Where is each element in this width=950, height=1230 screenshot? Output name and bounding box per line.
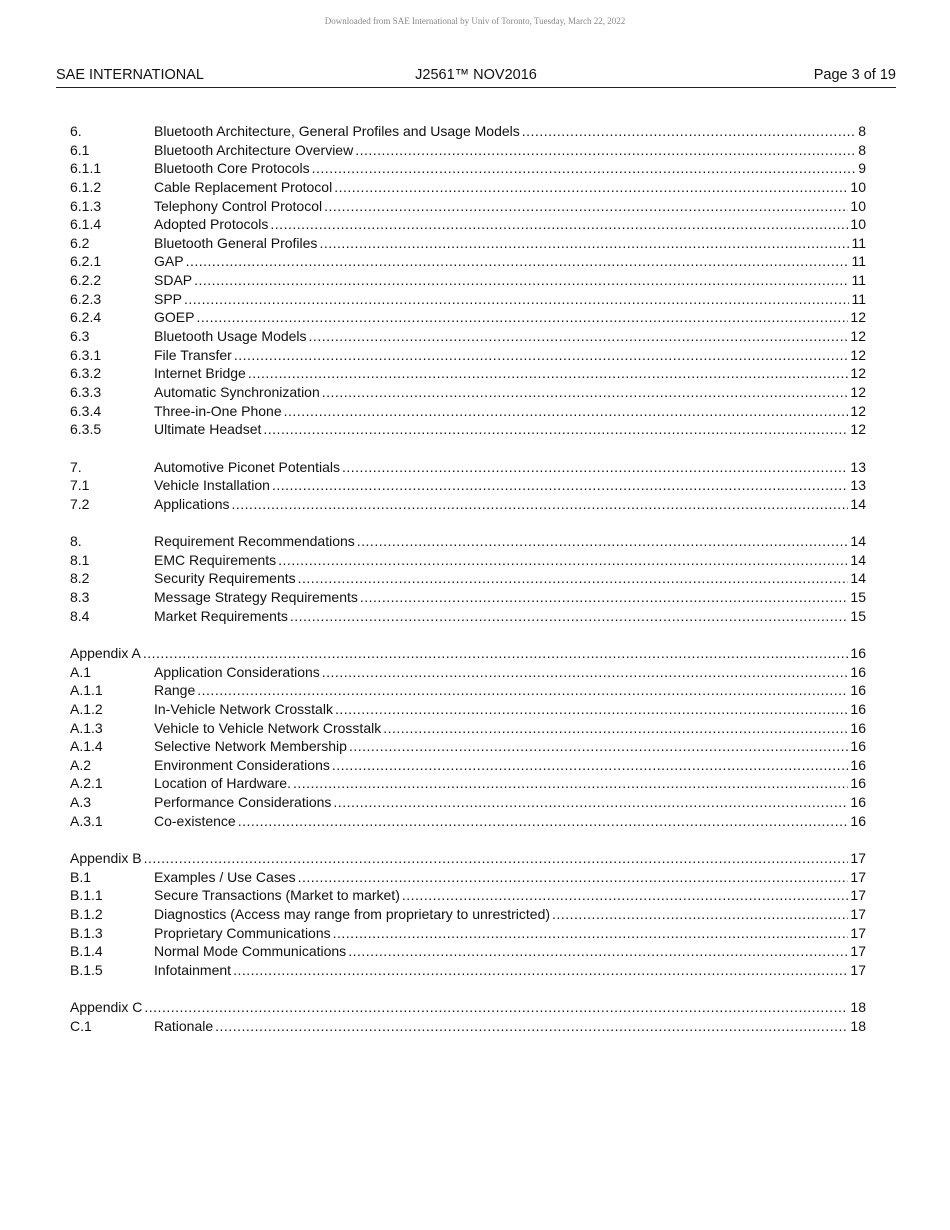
toc-section-title: GAP bbox=[154, 253, 184, 270]
toc-dot-leader bbox=[333, 924, 849, 943]
toc-entry[interactable] bbox=[70, 681, 866, 700]
toc-entry[interactable] bbox=[70, 756, 866, 775]
toc-section-number: 6.1.3 bbox=[70, 197, 102, 214]
toc-dot-leader bbox=[290, 607, 849, 626]
toc-page-number: 15 bbox=[850, 607, 866, 624]
toc-section-title: Ultimate Headset bbox=[154, 421, 262, 438]
toc-section-number: B.1.5 bbox=[70, 961, 103, 978]
toc-section-number: 6.3.5 bbox=[70, 421, 102, 438]
toc-section-number: A.1.1 bbox=[70, 682, 103, 699]
toc-entry[interactable] bbox=[70, 402, 866, 421]
toc-section-number: 6.1 bbox=[70, 141, 90, 158]
toc-page-number: 13 bbox=[850, 477, 866, 494]
toc-section-number: A.2 bbox=[70, 756, 92, 773]
toc-entry[interactable] bbox=[70, 961, 866, 980]
toc-section-title: Applications bbox=[154, 495, 230, 512]
toc-section-title: Market Requirements bbox=[154, 607, 288, 624]
toc-section-title: Bluetooth General Profiles bbox=[154, 234, 318, 251]
toc-dot-leader bbox=[233, 961, 848, 980]
toc-page-number: 16 bbox=[850, 719, 866, 736]
toc-section-title: Bluetooth Core Protocols bbox=[154, 160, 310, 177]
page-number: Page 3 of 19 bbox=[813, 67, 896, 83]
toc-page-number: 16 bbox=[850, 682, 866, 699]
toc-dot-leader bbox=[194, 271, 849, 290]
toc-dot-leader bbox=[383, 719, 848, 738]
toc-section-title: SDAP bbox=[154, 272, 193, 289]
toc-page-number: 17 bbox=[850, 924, 866, 941]
toc-section-number: 8.3 bbox=[70, 589, 90, 606]
toc-entry[interactable] bbox=[70, 495, 866, 514]
table-of-contents bbox=[70, 122, 866, 1035]
toc-dot-leader bbox=[144, 998, 848, 1017]
toc-page-number: 16 bbox=[850, 700, 866, 717]
toc-page-number: 14 bbox=[850, 533, 866, 550]
toc-page-number: 17 bbox=[850, 868, 866, 885]
toc-entry[interactable] bbox=[70, 215, 866, 234]
toc-page-number: 13 bbox=[850, 458, 866, 475]
toc-section-title: EMC Requirements bbox=[154, 551, 277, 568]
toc-section-title: Bluetooth Usage Models bbox=[154, 328, 307, 345]
toc-section-title: Examples / Use Cases bbox=[154, 868, 296, 885]
toc-entry[interactable] bbox=[70, 569, 866, 588]
toc-dot-leader bbox=[348, 942, 848, 961]
toc-dot-leader bbox=[335, 700, 848, 719]
toc-dot-leader bbox=[312, 159, 857, 178]
toc-entry[interactable] bbox=[70, 942, 866, 961]
toc-section-title: Normal Mode Communications bbox=[154, 943, 347, 960]
toc-section-number: C.1 bbox=[70, 1017, 92, 1034]
toc-page-number: 16 bbox=[850, 663, 866, 680]
toc-dot-leader bbox=[248, 364, 849, 383]
toc-page-number: 18 bbox=[850, 999, 866, 1016]
toc-page-number: 16 bbox=[850, 794, 866, 811]
toc-section-title: Cable Replacement Protocol bbox=[154, 178, 333, 195]
toc-page-number: 12 bbox=[850, 402, 866, 419]
toc-page-number: 17 bbox=[850, 849, 866, 866]
toc-section-number: B.1.4 bbox=[70, 943, 103, 960]
toc-page-number: 16 bbox=[850, 756, 866, 773]
toc-dot-leader bbox=[215, 1017, 848, 1036]
toc-dot-leader bbox=[334, 178, 848, 197]
toc-dot-leader bbox=[196, 308, 848, 327]
toc-entry[interactable] bbox=[70, 886, 866, 905]
toc-entry[interactable] bbox=[70, 737, 866, 756]
toc-dot-leader bbox=[272, 476, 848, 495]
toc-page-number: 11 bbox=[851, 290, 866, 307]
toc-entry[interactable] bbox=[70, 793, 866, 812]
toc-section-title: Appendix B bbox=[70, 849, 142, 866]
toc-entry[interactable] bbox=[70, 774, 866, 793]
toc-section-number: 6.1.1 bbox=[70, 160, 102, 177]
toc-dot-leader bbox=[552, 905, 848, 924]
toc-dot-leader bbox=[333, 793, 848, 812]
toc-section-number: B.1.1 bbox=[70, 887, 103, 904]
toc-entry[interactable] bbox=[70, 476, 866, 495]
toc-section-number: 7.1 bbox=[70, 477, 90, 494]
toc-section-title: Three-in-One Phone bbox=[154, 402, 282, 419]
toc-dot-leader bbox=[238, 812, 849, 831]
toc-section-title: Bluetooth Architecture, General Profiles and Usage Models bbox=[154, 123, 520, 139]
toc-section-number: 7.2 bbox=[70, 495, 90, 512]
toc-section-number: 6.2.4 bbox=[70, 309, 102, 326]
toc-section-title: Diagnostics (Access may range from proprietary to unrestricted) bbox=[154, 905, 551, 922]
toc-section-title: Co-existence bbox=[154, 812, 236, 829]
toc-section-number: B.1.2 bbox=[70, 905, 103, 922]
toc-section-title: Infotainment bbox=[154, 961, 232, 978]
toc-dot-leader bbox=[342, 458, 848, 477]
toc-entry[interactable] bbox=[70, 122, 866, 141]
toc-entry[interactable] bbox=[70, 644, 866, 663]
toc-section-number: A.3.1 bbox=[70, 812, 103, 829]
toc-section-title: Message Strategy Requirements bbox=[154, 589, 358, 606]
toc-entry[interactable] bbox=[70, 849, 866, 868]
download-watermark: Downloaded from SAE International by Univ of Toronto, Tuesday, March 22, 2022 bbox=[324, 16, 626, 26]
toc-section-number: 8. bbox=[70, 533, 82, 550]
toc-section-number: 6.1.2 bbox=[70, 178, 102, 195]
toc-section-number: 6.3.3 bbox=[70, 383, 102, 400]
toc-page-number: 16 bbox=[850, 738, 866, 755]
toc-section-number: 6.2.1 bbox=[70, 253, 102, 270]
toc-entry[interactable] bbox=[70, 1017, 866, 1036]
toc-section-number: 6.3.2 bbox=[70, 365, 102, 382]
toc-section-title: Internet Bridge bbox=[154, 365, 246, 382]
toc-page-number: 14 bbox=[850, 495, 866, 512]
toc-entry[interactable] bbox=[70, 252, 866, 271]
toc-entry[interactable] bbox=[70, 327, 866, 346]
toc-entry[interactable] bbox=[70, 234, 866, 253]
toc-dot-leader bbox=[324, 197, 848, 216]
toc-section-title: Bluetooth Architecture Overview bbox=[154, 141, 354, 158]
toc-section-number: B.1.3 bbox=[70, 924, 103, 941]
toc-dot-leader bbox=[263, 420, 848, 439]
toc-dot-leader bbox=[278, 551, 848, 570]
toc-entry[interactable] bbox=[70, 607, 866, 626]
toc-dot-leader bbox=[360, 588, 849, 607]
toc-dot-leader bbox=[197, 681, 848, 700]
toc-page-number: 12 bbox=[850, 365, 866, 382]
toc-section-title: Range bbox=[154, 682, 196, 699]
toc-entry[interactable] bbox=[70, 551, 866, 570]
toc-section-title: Location of Hardware. bbox=[154, 775, 291, 792]
toc-section-number: A.3 bbox=[70, 794, 92, 811]
toc-page-number: 16 bbox=[850, 812, 866, 829]
toc-section-title: Security Requirements bbox=[154, 570, 296, 587]
toc-entry[interactable] bbox=[70, 812, 866, 831]
toc-dot-leader bbox=[284, 402, 849, 421]
toc-entry[interactable] bbox=[70, 308, 866, 327]
toc-section-number: A.1.4 bbox=[70, 738, 103, 755]
toc-page-number: 17 bbox=[850, 887, 866, 904]
toc-dot-leader bbox=[232, 495, 849, 514]
toc-page-number: 14 bbox=[850, 551, 866, 568]
toc-page-number: 9 bbox=[858, 160, 866, 177]
toc-page-number: 14 bbox=[850, 570, 866, 587]
toc-dot-leader bbox=[144, 849, 849, 868]
toc-section-number: B.1 bbox=[70, 868, 92, 885]
toc-section-title: File Transfer bbox=[154, 346, 232, 363]
toc-dot-leader bbox=[322, 383, 849, 402]
toc-dot-leader bbox=[186, 252, 850, 271]
toc-entry[interactable] bbox=[70, 159, 866, 178]
toc-page-number: 12 bbox=[850, 346, 866, 363]
toc-section-title: SPP bbox=[154, 290, 183, 307]
toc-dot-leader bbox=[143, 644, 849, 663]
toc-page-number: 12 bbox=[850, 383, 866, 400]
toc-section-number: 6.1.4 bbox=[70, 216, 102, 233]
document-id: J2561™ NOV2016 bbox=[415, 67, 537, 83]
toc-dot-leader bbox=[184, 290, 849, 309]
toc-entry[interactable] bbox=[70, 663, 866, 682]
toc-page-number: 11 bbox=[851, 234, 866, 251]
toc-page-number: 15 bbox=[850, 589, 866, 606]
toc-dot-leader bbox=[349, 737, 848, 756]
toc-page-number: 8 bbox=[858, 123, 866, 139]
toc-section-title: Environment Considerations bbox=[154, 756, 330, 773]
toc-section-number: 7. bbox=[70, 458, 82, 475]
toc-page-number: 12 bbox=[850, 309, 866, 326]
toc-dot-leader bbox=[402, 886, 849, 905]
toc-section-number: A.2.1 bbox=[70, 775, 103, 792]
toc-page-number: 10 bbox=[850, 178, 866, 195]
toc-section-number: 6.3.1 bbox=[70, 346, 102, 363]
toc-dot-leader bbox=[357, 532, 849, 551]
toc-section-title: GOEP bbox=[154, 309, 195, 326]
page-header bbox=[56, 67, 896, 88]
toc-entry[interactable] bbox=[70, 700, 866, 719]
toc-page-number: 16 bbox=[850, 775, 866, 792]
toc-entry[interactable] bbox=[70, 420, 866, 439]
toc-dot-leader bbox=[322, 663, 849, 682]
toc-dot-leader bbox=[270, 215, 848, 234]
toc-section-title: Adopted Protocols bbox=[154, 216, 269, 233]
toc-entry[interactable] bbox=[70, 868, 866, 887]
toc-entry[interactable] bbox=[70, 719, 866, 738]
toc-section-number: 6.3.4 bbox=[70, 402, 102, 419]
toc-page-number: 12 bbox=[850, 421, 866, 438]
toc-dot-leader bbox=[298, 868, 849, 887]
toc-section-number: 6.3 bbox=[70, 328, 90, 345]
toc-page-number: 17 bbox=[850, 905, 866, 922]
toc-entry[interactable] bbox=[70, 346, 866, 365]
toc-section-number: 8.2 bbox=[70, 570, 90, 587]
toc-page-number: 10 bbox=[850, 216, 866, 233]
toc-dot-leader bbox=[522, 122, 856, 141]
toc-section-title: Proprietary Communications bbox=[154, 924, 331, 941]
toc-section-number: 6. bbox=[70, 123, 82, 139]
toc-entry[interactable] bbox=[70, 290, 866, 309]
toc-page-number: 11 bbox=[851, 253, 866, 270]
toc-section-title: Performance Considerations bbox=[154, 794, 332, 811]
toc-dot-leader bbox=[332, 756, 849, 775]
toc-dot-leader bbox=[293, 774, 848, 793]
toc-entry[interactable] bbox=[70, 197, 866, 216]
toc-section-number: 6.2 bbox=[70, 234, 90, 251]
toc-section-title: Selective Network Membership bbox=[154, 738, 347, 755]
toc-entry[interactable] bbox=[70, 458, 866, 477]
toc-dot-leader bbox=[319, 234, 849, 253]
toc-section-title: Rationale bbox=[154, 1017, 214, 1034]
toc-section-title: In-Vehicle Network Crosstalk bbox=[154, 700, 333, 717]
toc-section-number: A.1 bbox=[70, 663, 92, 680]
toc-page-number: 16 bbox=[850, 644, 866, 661]
toc-page-number: 17 bbox=[850, 943, 866, 960]
toc-entry[interactable] bbox=[70, 271, 866, 290]
toc-entry[interactable] bbox=[70, 383, 866, 402]
toc-entry[interactable] bbox=[70, 141, 866, 160]
toc-section-number: A.1.3 bbox=[70, 719, 103, 736]
toc-section-number: 8.4 bbox=[70, 607, 90, 624]
toc-dot-leader bbox=[234, 346, 849, 365]
toc-page-number: 11 bbox=[851, 272, 866, 289]
toc-section-title: Vehicle to Vehicle Network Crosstalk bbox=[154, 719, 382, 736]
toc-section-title: Vehicle Installation bbox=[154, 477, 270, 494]
toc-section-title: Secure Transactions (Market to market) bbox=[154, 887, 400, 904]
toc-section-title: Appendix C bbox=[70, 999, 143, 1016]
toc-section-number: 8.1 bbox=[70, 551, 90, 568]
toc-section-title: Requirement Recommendations bbox=[154, 533, 355, 550]
toc-section-title: Automatic Synchronization bbox=[154, 383, 320, 400]
toc-page-number: 10 bbox=[850, 197, 866, 214]
toc-entry[interactable] bbox=[70, 588, 866, 607]
toc-section-title: Appendix A bbox=[70, 644, 141, 661]
toc-entry[interactable] bbox=[70, 998, 866, 1017]
toc-entry[interactable] bbox=[70, 924, 866, 943]
toc-section-title: Automotive Piconet Potentials bbox=[154, 458, 340, 475]
toc-page-number: 17 bbox=[850, 961, 866, 978]
toc-entry[interactable] bbox=[70, 905, 866, 924]
toc-section-number: A.1.2 bbox=[70, 700, 103, 717]
toc-page-number: 8 bbox=[858, 141, 866, 158]
toc-section-title: Application Considerations bbox=[154, 663, 320, 680]
toc-dot-leader bbox=[355, 141, 856, 160]
toc-entry[interactable] bbox=[70, 364, 866, 383]
toc-section-title: Telephony Control Protocol bbox=[154, 197, 323, 214]
toc-section-number: 6.2.2 bbox=[70, 272, 102, 289]
toc-page-number: 12 bbox=[850, 328, 866, 345]
toc-dot-leader bbox=[309, 327, 849, 346]
toc-dot-leader bbox=[298, 569, 849, 588]
toc-entry[interactable] bbox=[70, 532, 866, 551]
toc-section-number: 6.2.3 bbox=[70, 290, 102, 307]
toc-page-number: 18 bbox=[850, 1017, 866, 1034]
toc-entry[interactable] bbox=[70, 178, 866, 197]
organization-name: SAE INTERNATIONAL bbox=[56, 67, 204, 83]
